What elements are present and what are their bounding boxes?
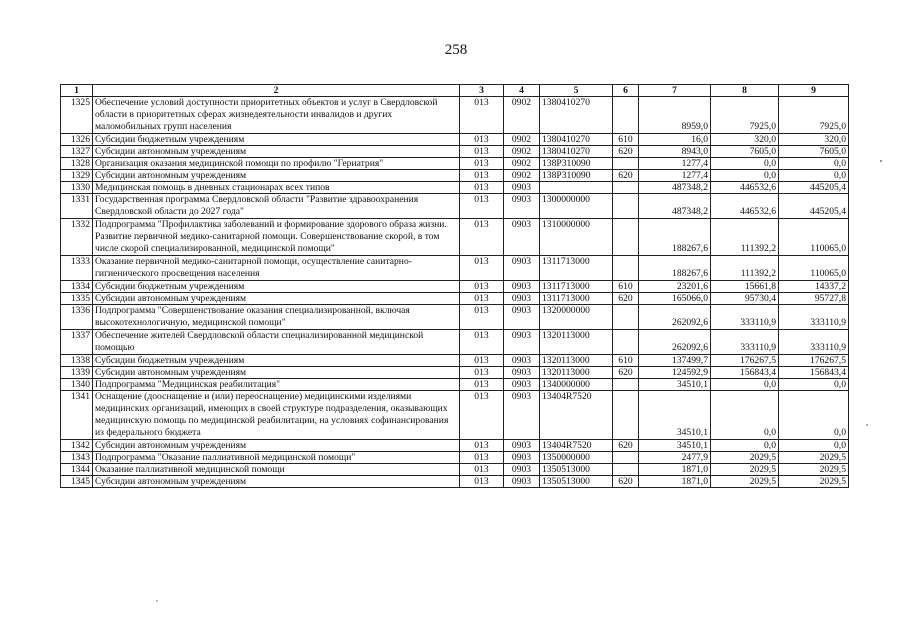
column-header: 3 bbox=[460, 85, 504, 97]
code-section: 0903 bbox=[504, 476, 540, 488]
code-admin: 013 bbox=[460, 281, 504, 293]
code-section: 0903 bbox=[504, 281, 540, 293]
code-expense-type: 610 bbox=[613, 355, 639, 367]
row-name: Организация оказания медицинской помощи по профилю "Гериатрия" bbox=[93, 158, 460, 170]
code-section: 0902 bbox=[504, 134, 540, 146]
row-number: 1328 bbox=[61, 158, 93, 170]
row-name: Медицинская помощь в дневных стационарах всех типов bbox=[93, 182, 460, 194]
code-section: 0903 bbox=[504, 293, 540, 305]
code-target: 1320000000 bbox=[540, 305, 613, 330]
amount-col8: 333110,9 bbox=[711, 330, 779, 355]
amount-col8: 7605,0 bbox=[711, 146, 779, 158]
column-header: 4 bbox=[504, 85, 540, 97]
row-number: 1337 bbox=[61, 330, 93, 355]
code-expense-type: 620 bbox=[613, 440, 639, 452]
table-row bbox=[61, 158, 849, 170]
amount-col9: 0,0 bbox=[779, 170, 849, 182]
amount-col7: 8959,0 bbox=[639, 97, 711, 134]
row-number: 1327 bbox=[61, 146, 93, 158]
amount-col8: 0,0 bbox=[711, 170, 779, 182]
row-name: Подпрограмма "Оказание паллиативной медицинской помощи" bbox=[93, 452, 460, 464]
code-admin: 013 bbox=[460, 391, 504, 440]
row-number: 1336 bbox=[61, 305, 93, 330]
scan-speck bbox=[866, 424, 868, 426]
amount-col9: 176267,5 bbox=[779, 355, 849, 367]
code-expense-type bbox=[613, 305, 639, 330]
amount-col7: 1871,0 bbox=[639, 476, 711, 488]
row-number: 1342 bbox=[61, 440, 93, 452]
row-name: Субсидии автономным учреждениям bbox=[93, 293, 460, 305]
table-row bbox=[61, 379, 849, 391]
table-row bbox=[61, 281, 849, 293]
amount-col7: 188267,6 bbox=[639, 219, 711, 256]
amount-col7: 188267,6 bbox=[639, 256, 711, 281]
row-name: Подпрограмма "Медицинская реабилитация" bbox=[93, 379, 460, 391]
amount-col9: 110065,0 bbox=[779, 256, 849, 281]
code-expense-type: 620 bbox=[613, 170, 639, 182]
row-number: 1339 bbox=[61, 367, 93, 379]
row-name: Субсидии автономным учреждениям bbox=[93, 170, 460, 182]
code-target bbox=[540, 182, 613, 194]
code-section: 0903 bbox=[504, 379, 540, 391]
amount-col9: 14337,2 bbox=[779, 281, 849, 293]
row-number: 1345 bbox=[61, 476, 93, 488]
amount-col8: 320,0 bbox=[711, 134, 779, 146]
amount-col9: 7605,0 bbox=[779, 146, 849, 158]
amount-col9: 333110,9 bbox=[779, 330, 849, 355]
row-name: Подпрограмма "Профилактика заболеваний и формирование здорового образа жизни. Развитие первичной медико-санитарной помощи. Совершенствование скорой, в том числе скорой специализированной, медицинской помощи" bbox=[93, 219, 460, 256]
row-number: 1338 bbox=[61, 355, 93, 367]
column-header: 8 bbox=[711, 85, 779, 97]
code-admin: 013 bbox=[460, 182, 504, 194]
code-section: 0902 bbox=[504, 170, 540, 182]
code-expense-type: 610 bbox=[613, 134, 639, 146]
row-number: 1341 bbox=[61, 391, 93, 440]
row-name: Оказание паллиативной медицинской помощи bbox=[93, 464, 460, 476]
amount-col9: 0,0 bbox=[779, 379, 849, 391]
table-row bbox=[61, 194, 849, 219]
amount-col7: 23201,6 bbox=[639, 281, 711, 293]
amount-col7: 1277,4 bbox=[639, 170, 711, 182]
row-number: 1335 bbox=[61, 293, 93, 305]
amount-col7: 2477,9 bbox=[639, 452, 711, 464]
code-section: 0903 bbox=[504, 182, 540, 194]
code-admin: 013 bbox=[460, 97, 504, 134]
amount-col9: 0,0 bbox=[779, 440, 849, 452]
code-admin: 013 bbox=[460, 305, 504, 330]
code-target: 1320113000 bbox=[540, 330, 613, 355]
code-expense-type: 610 bbox=[613, 281, 639, 293]
amount-col7: 34510,1 bbox=[639, 379, 711, 391]
amount-col9: 2029,5 bbox=[779, 464, 849, 476]
row-number: 1343 bbox=[61, 452, 93, 464]
amount-col7: 487348,2 bbox=[639, 182, 711, 194]
amount-col8: 176267,5 bbox=[711, 355, 779, 367]
amount-col7: 262092,6 bbox=[639, 330, 711, 355]
amount-col7: 16,0 bbox=[639, 134, 711, 146]
code-expense-type: 620 bbox=[613, 476, 639, 488]
row-number: 1333 bbox=[61, 256, 93, 281]
code-target: 13404R7520 bbox=[540, 391, 613, 440]
code-admin: 013 bbox=[460, 194, 504, 219]
amount-col7: 165066,0 bbox=[639, 293, 711, 305]
code-section: 0902 bbox=[504, 158, 540, 170]
code-section: 0903 bbox=[504, 305, 540, 330]
row-name: Обеспечение жителей Свердловской области специализированной медицинской помощью bbox=[93, 330, 460, 355]
row-name: Оказание первичной медико-санитарной помощи, осуществление санитарно-гигиенического просвещения населения bbox=[93, 256, 460, 281]
code-admin: 013 bbox=[460, 464, 504, 476]
code-admin: 013 bbox=[460, 452, 504, 464]
table-row bbox=[61, 367, 849, 379]
amount-col9: 333110,9 bbox=[779, 305, 849, 330]
row-name: Государственная программа Свердловской области "Развитие здравоохранения Свердловской области до 2027 года" bbox=[93, 194, 460, 219]
code-section: 0903 bbox=[504, 391, 540, 440]
amount-col7: 137499,7 bbox=[639, 355, 711, 367]
row-name: Субсидии автономным учреждениям bbox=[93, 440, 460, 452]
amount-col7: 34510,1 bbox=[639, 440, 711, 452]
code-target: 1320113000 bbox=[540, 367, 613, 379]
amount-col9: 7925,0 bbox=[779, 97, 849, 134]
amount-col8: 111392,2 bbox=[711, 219, 779, 256]
row-name: Субсидии автономным учреждениям bbox=[93, 146, 460, 158]
code-target: 1380410270 bbox=[540, 97, 613, 134]
row-name: Оснащение (дооснащение и (или) переоснащение) медицинскими изделиями медицинских организаций, имеющих в своей структуре подразделения, оказывающих медицинскую помощь по медицинской реабилитации, на условиях софинансирования из федерального бюджета bbox=[93, 391, 460, 440]
code-section: 0903 bbox=[504, 367, 540, 379]
amount-col8: 156843,4 bbox=[711, 367, 779, 379]
column-header: 7 bbox=[639, 85, 711, 97]
amount-col9: 320,0 bbox=[779, 134, 849, 146]
table-row bbox=[61, 219, 849, 256]
row-name: Субсидии бюджетным учреждениям bbox=[93, 355, 460, 367]
code-expense-type bbox=[613, 391, 639, 440]
row-number: 1332 bbox=[61, 219, 93, 256]
amount-col9: 445205,4 bbox=[779, 194, 849, 219]
amount-col8: 0,0 bbox=[711, 158, 779, 170]
table-row bbox=[61, 170, 849, 182]
code-expense-type bbox=[613, 330, 639, 355]
table-row bbox=[61, 293, 849, 305]
code-section: 0903 bbox=[504, 194, 540, 219]
code-admin: 013 bbox=[460, 146, 504, 158]
column-header: 6 bbox=[613, 85, 639, 97]
code-expense-type: 620 bbox=[613, 367, 639, 379]
amount-col7: 34510,1 bbox=[639, 391, 711, 440]
code-admin: 013 bbox=[460, 379, 504, 391]
code-expense-type bbox=[613, 256, 639, 281]
amount-col8: 446532,6 bbox=[711, 182, 779, 194]
code-admin: 013 bbox=[460, 134, 504, 146]
column-header: 5 bbox=[540, 85, 613, 97]
table-row bbox=[61, 97, 849, 134]
code-target: 1340000000 bbox=[540, 379, 613, 391]
amount-col7: 262092,6 bbox=[639, 305, 711, 330]
row-name: Субсидии автономным учреждениям bbox=[93, 476, 460, 488]
amount-col9: 0,0 bbox=[779, 158, 849, 170]
code-target: 1300000000 bbox=[540, 194, 613, 219]
amount-col7: 1871,0 bbox=[639, 464, 711, 476]
table-row bbox=[61, 146, 849, 158]
amount-col9: 2029,5 bbox=[779, 452, 849, 464]
table-row bbox=[61, 464, 849, 476]
amount-col9: 2029,5 bbox=[779, 476, 849, 488]
code-expense-type bbox=[613, 182, 639, 194]
amount-col8: 2029,5 bbox=[711, 452, 779, 464]
code-target: 138P310090 bbox=[540, 170, 613, 182]
table-body bbox=[61, 97, 849, 488]
code-admin: 013 bbox=[460, 476, 504, 488]
code-expense-type bbox=[613, 194, 639, 219]
amount-col7: 487348,2 bbox=[639, 194, 711, 219]
code-target: 1380410270 bbox=[540, 134, 613, 146]
amount-col8: 15661,8 bbox=[711, 281, 779, 293]
row-name: Подпрограмма "Совершенствование оказания специализированной, включая высокотехнологичную, медицинской помощи" bbox=[93, 305, 460, 330]
code-admin: 013 bbox=[460, 256, 504, 281]
code-section: 0902 bbox=[504, 97, 540, 134]
table-row bbox=[61, 330, 849, 355]
code-section: 0902 bbox=[504, 146, 540, 158]
code-section: 0903 bbox=[504, 330, 540, 355]
table-row bbox=[61, 452, 849, 464]
row-number: 1340 bbox=[61, 379, 93, 391]
amount-col8: 111392,2 bbox=[711, 256, 779, 281]
row-number: 1344 bbox=[61, 464, 93, 476]
code-target: 1311713000 bbox=[540, 293, 613, 305]
amount-col8: 333110,9 bbox=[711, 305, 779, 330]
amount-col7: 124592,9 bbox=[639, 367, 711, 379]
code-section: 0903 bbox=[504, 452, 540, 464]
table-row bbox=[61, 355, 849, 367]
amount-col7: 1277,4 bbox=[639, 158, 711, 170]
row-number: 1334 bbox=[61, 281, 93, 293]
amount-col9: 156843,4 bbox=[779, 367, 849, 379]
amount-col8: 0,0 bbox=[711, 440, 779, 452]
row-number: 1331 bbox=[61, 194, 93, 219]
code-expense-type bbox=[613, 452, 639, 464]
table-row bbox=[61, 256, 849, 281]
amount-col8: 95730,4 bbox=[711, 293, 779, 305]
code-target: 1350000000 bbox=[540, 452, 613, 464]
amount-col9: 0,0 bbox=[779, 391, 849, 440]
code-target: 1311713000 bbox=[540, 256, 613, 281]
code-admin: 013 bbox=[460, 330, 504, 355]
scan-speck bbox=[156, 600, 158, 602]
code-section: 0903 bbox=[504, 464, 540, 476]
amount-col8: 0,0 bbox=[711, 379, 779, 391]
code-target: 1320113000 bbox=[540, 355, 613, 367]
table-row bbox=[61, 134, 849, 146]
row-number: 1326 bbox=[61, 134, 93, 146]
column-header: 2 bbox=[93, 85, 460, 97]
table-header-row bbox=[61, 85, 849, 97]
table-row bbox=[61, 182, 849, 194]
code-expense-type bbox=[613, 158, 639, 170]
code-section: 0903 bbox=[504, 355, 540, 367]
column-header: 1 bbox=[61, 85, 93, 97]
code-target: 1380410270 bbox=[540, 146, 613, 158]
column-header: 9 bbox=[779, 85, 849, 97]
row-name: Субсидии бюджетным учреждениям bbox=[93, 281, 460, 293]
code-target: 138P310090 bbox=[540, 158, 613, 170]
code-expense-type bbox=[613, 379, 639, 391]
code-admin: 013 bbox=[460, 293, 504, 305]
code-target: 1350513000 bbox=[540, 476, 613, 488]
code-expense-type: 620 bbox=[613, 146, 639, 158]
code-target: 1311713000 bbox=[540, 281, 613, 293]
amount-col8: 0,0 bbox=[711, 391, 779, 440]
row-number: 1325 bbox=[61, 97, 93, 134]
code-admin: 013 bbox=[460, 440, 504, 452]
row-number: 1329 bbox=[61, 170, 93, 182]
code-expense-type bbox=[613, 219, 639, 256]
row-name: Субсидии автономным учреждениям bbox=[93, 367, 460, 379]
code-admin: 013 bbox=[460, 219, 504, 256]
code-expense-type bbox=[613, 97, 639, 134]
code-target: 1310000000 bbox=[540, 219, 613, 256]
amount-col8: 7925,0 bbox=[711, 97, 779, 134]
row-name: Обеспечение условий доступности приоритетных объектов и услуг в Свердловской области в приоритетных сферах жизнедеятельности инвалидов и других маломобильных групп населения bbox=[93, 97, 460, 134]
code-expense-type bbox=[613, 464, 639, 476]
row-number: 1330 bbox=[61, 182, 93, 194]
code-target: 1350513000 bbox=[540, 464, 613, 476]
table-row bbox=[61, 305, 849, 330]
page-number: 258 bbox=[444, 42, 468, 58]
code-admin: 013 bbox=[460, 170, 504, 182]
table-row bbox=[61, 476, 849, 488]
table-row bbox=[61, 391, 849, 440]
amount-col7: 8943,0 bbox=[639, 146, 711, 158]
amount-col9: 110065,0 bbox=[779, 219, 849, 256]
code-target: 13404R7520 bbox=[540, 440, 613, 452]
amount-col9: 95727,8 bbox=[779, 293, 849, 305]
code-expense-type: 620 bbox=[613, 293, 639, 305]
code-section: 0903 bbox=[504, 219, 540, 256]
code-admin: 013 bbox=[460, 158, 504, 170]
row-name: Субсидии бюджетным учреждениям bbox=[93, 134, 460, 146]
scan-speck bbox=[880, 160, 882, 162]
code-section: 0903 bbox=[504, 440, 540, 452]
code-section: 0903 bbox=[504, 256, 540, 281]
amount-col8: 446532,6 bbox=[711, 194, 779, 219]
budget-table bbox=[60, 84, 849, 488]
code-admin: 013 bbox=[460, 367, 504, 379]
table-row bbox=[61, 440, 849, 452]
amount-col8: 2029,5 bbox=[711, 464, 779, 476]
code-admin: 013 bbox=[460, 355, 504, 367]
amount-col8: 2029,5 bbox=[711, 476, 779, 488]
amount-col9: 445205,4 bbox=[779, 182, 849, 194]
